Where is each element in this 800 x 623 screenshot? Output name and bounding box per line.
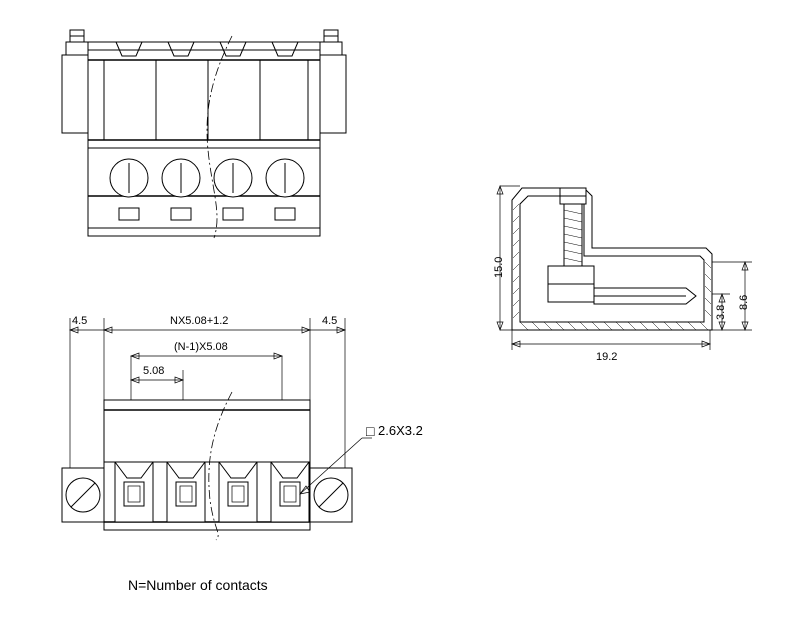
dim-pitch: 5.08 bbox=[143, 365, 165, 377]
dim-overall-width: NX5.08+1.2 bbox=[170, 315, 229, 327]
note-contacts: N=Number of contacts bbox=[128, 577, 268, 593]
dim-depth: 19.2 bbox=[596, 351, 618, 363]
dim-right-margin: 4.5 bbox=[322, 315, 338, 327]
square-symbol-icon: □ bbox=[366, 423, 375, 439]
dim-pin-span: (N-1)X5.08 bbox=[174, 341, 228, 353]
dim-height-body: 8.6 bbox=[738, 294, 750, 310]
dim-pin-size: 2.6X3.2 bbox=[378, 423, 423, 438]
dim-height-total: 15.0 bbox=[493, 256, 505, 278]
dim-left-margin: 4.5 bbox=[72, 315, 88, 327]
dim-height-pin: 3.8 bbox=[715, 304, 727, 320]
side-view-geometry bbox=[497, 186, 752, 350]
